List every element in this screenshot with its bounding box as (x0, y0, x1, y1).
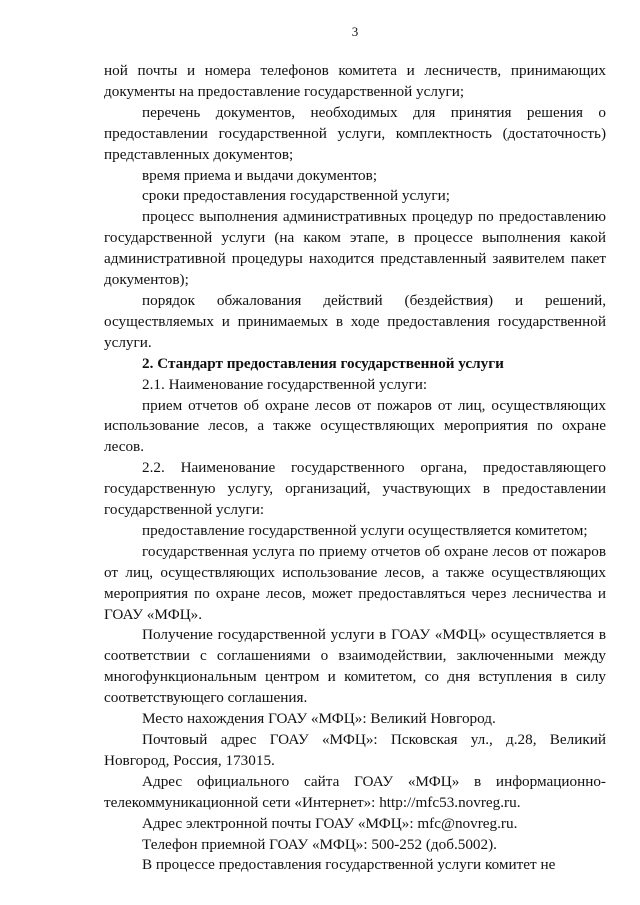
paragraph-appeal-order: порядок обжалования действий (бездействия) и решений, осуществляемых и принимаемых в ходе предоставления государственной услуги. (104, 291, 606, 351)
paragraph-mfc-location: Место нахождения ГОАУ «МФЦ»: Великий Новгород. (142, 710, 496, 728)
paragraph-service-terms: сроки предоставления государственной услуги; (142, 187, 450, 205)
page-number: 3 (351, 24, 359, 39)
paragraph-mfc-agreements: Получение государственной услуги в ГОАУ «МФЦ» осуществляется в соответствии с соглашениями о взаимодействии, заключенными между многофункциональным центром и комитетом, со дня вступления в силу соответствующего соглашения. (104, 626, 606, 707)
section-heading: 2. Стандарт предоставления государственной услуги (142, 354, 504, 372)
paragraph-mfc-email: Адрес электронной почты ГОАУ «МФЦ»: mfc@novreg.ru. (142, 814, 518, 832)
paragraph-reception-time: время приема и выдачи документов; (142, 166, 378, 184)
paragraph-procedure-process: процесс выполнения административных процедур по предоставлению государственной услуги (на каком этапе, в процессе выполнения какой административной процедуры находится представленный заявителем пакет документов); (104, 208, 606, 289)
paragraph-2-1-title: 2.1. Наименование государственной услуги: (142, 375, 428, 393)
paragraph-documents-list: перечень документов, необходимых для принятия решения о предоставлении государственной услуги, комплектность (достаточность) представленных документов; (104, 103, 606, 163)
paragraph-committee-process: В процессе предоставления государственной услуги комитет не (142, 856, 556, 874)
paragraph-2-2-committee: предоставление государственной услуги осуществляется комитетом; (142, 521, 588, 539)
paragraph-mfc-website: Адрес официального сайта ГОАУ «МФЦ» в информационно-телекоммуникационной сети «Интернет»: http://mfc53.novreg.ru. (104, 772, 606, 811)
paragraph-2-1-body: прием отчетов об охране лесов от пожаров от лиц, осуществляющих использование лесов, а также осуществляющих мероприятия по охране лесов. (104, 396, 606, 456)
paragraph-continuation: ной почты и номера телефонов комитета и лесничеств, принимающих документы на предоставление государственной услуги; (104, 62, 606, 100)
paragraph-2-2-title: 2.2. Наименование государственного органа, предоставляющего государственную услугу, организаций, участвующих в предоставлении государственной услуги: (104, 459, 606, 519)
paragraph-mfc-postal-address: Почтовый адрес ГОАУ «МФЦ»: Псковская ул., д.28, Великий Новгород, Россия, 173015. (104, 731, 606, 769)
paragraph-2-2-mfc: государственная услуга по приему отчетов об охране лесов от пожаров от лиц, осуществляющих использование лесов, а также осуществляющих мероприятия по охране лесов, может предоставляться через лесничества и ГОАУ «МФЦ». (104, 542, 606, 623)
paragraph-mfc-phone: Телефон приемной ГОАУ «МФЦ»: 500-252 (доб.5002). (142, 835, 497, 853)
